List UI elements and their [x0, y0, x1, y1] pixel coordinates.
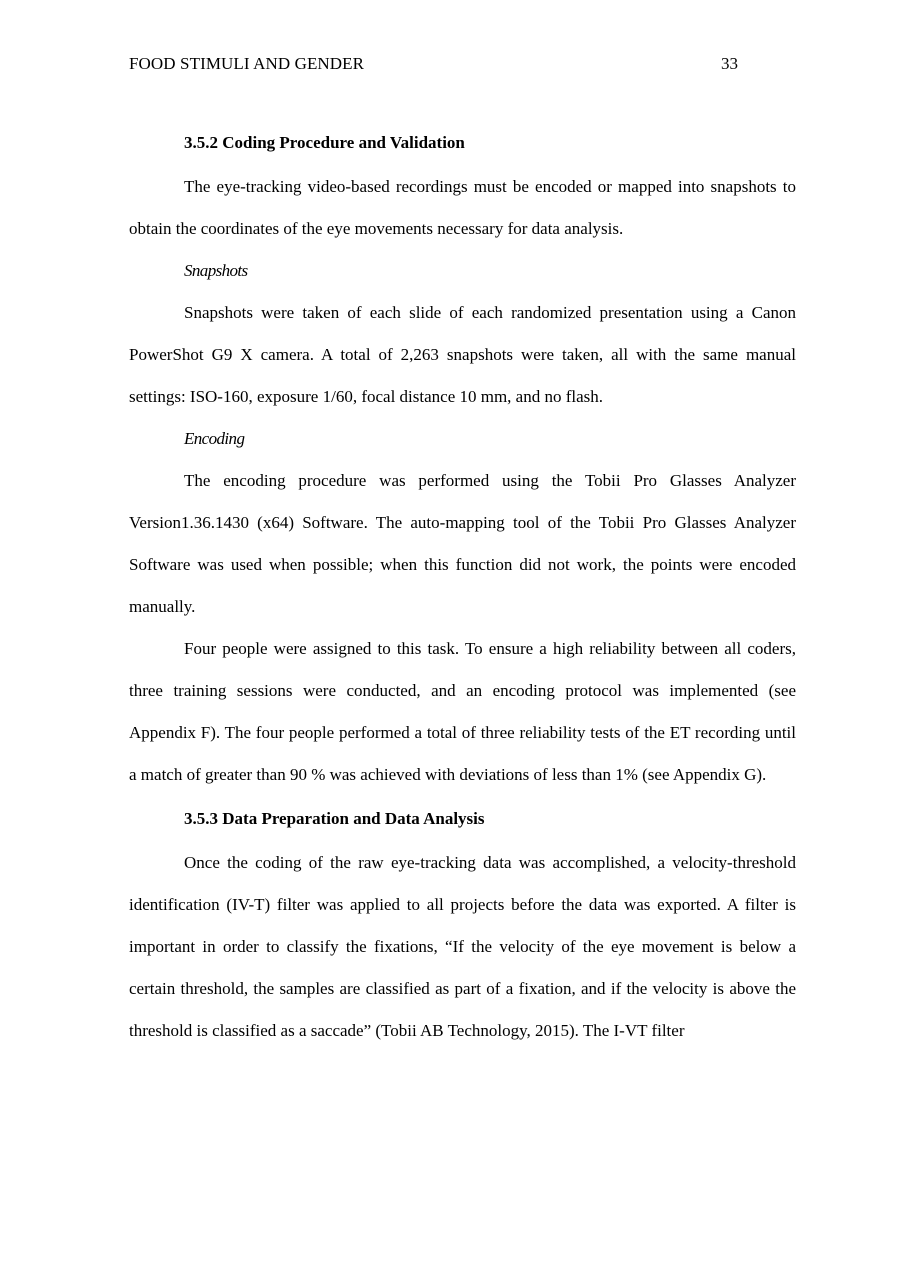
section-heading-3-5-2: 3.5.2 Coding Procedure and Validation	[184, 133, 465, 152]
subheading-snapshots: Snapshots	[184, 261, 248, 280]
paragraph-snapshots: Snapshots were taken of each slide of each randomized presentation using a Canon PowerShot G9 X camera. A total of 2,263 snapshots were taken, all with the same manual settings: ISO-160, exposure 1/60, focal distance 10 mm, and no flash.	[129, 303, 796, 406]
paragraph-coders: Four people were assigned to this task. To ensure a high reliability between all coders, three training sessions were conducted, and an encoding protocol was implemented (see Appendix F). The four people performed a total of three reliability tests of the ET recording until a match of greater than 90 % was achieved with deviations of less than 1% (see Appendix G).	[129, 639, 796, 784]
running-head: FOOD STIMULI AND GENDER	[129, 54, 365, 73]
body-text	[129, 120, 796, 1052]
section-heading-3-5-3: 3.5.3 Data Preparation and Data Analysis	[184, 809, 485, 828]
subheading-encoding: Encoding	[184, 429, 245, 448]
paragraph-filter: Once the coding of the raw eye-tracking data was accomplished, a velocity-threshold identification (IV-T) filter was applied to all projects before the data was exported. A filter is important in order to classify the fixations, “If the velocity of the eye movement is below a certain threshold, the samples are classified as part of a fixation, and if the velocity is above the threshold is classified as a saccade” (Tobii AB Technology, 2015). The I-VT filter	[129, 853, 796, 1040]
paragraph-intro: The eye-tracking video-based recordings must be encoded or mapped into snapshots to obtain the coordinates of the eye movements necessary for data analysis.	[129, 177, 796, 238]
paragraph-encoding: The encoding procedure was performed using the Tobii Pro Glasses Analyzer Version1.36.1430 (x64) Software. The auto-mapping tool of the Tobii Pro Glasses Analyzer Software was used when possible; when this function did not work, the points were encoded manually.	[129, 471, 796, 616]
page-number: 33	[721, 54, 738, 73]
